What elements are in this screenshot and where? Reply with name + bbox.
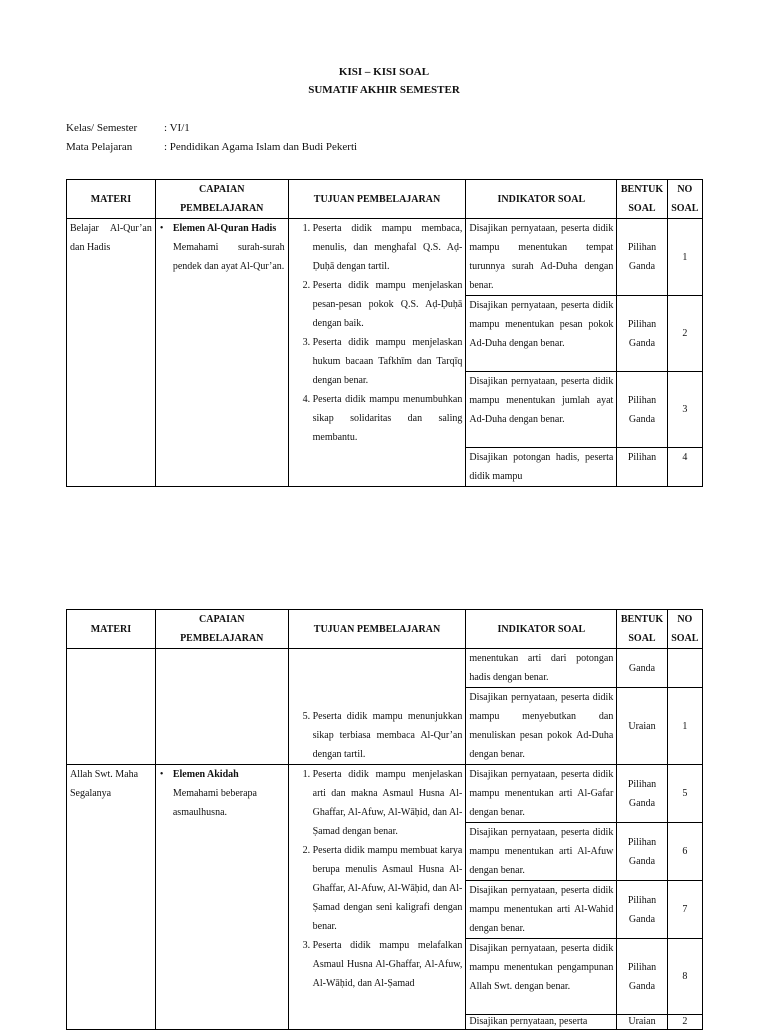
meta-kelas-label: Kelas/ Semester: [66, 122, 138, 134]
indikator-cell: Disajikan pernyataan, peserta didik mampu menentukan tempat turunnya surah Ad-Duha dengan benar.: [466, 219, 617, 296]
capaian-cell: [155, 765, 288, 1030]
indikator-cell: Disajikan pernyataan, peserta didik mampu menentukan arti Al-Gafar dengan benar.: [466, 765, 617, 823]
tujuan-item: 2. Peserta didik mampu menjelaskan pesan-pesan pokok Q.S. Aḍ-Ḍuḥā dengan baik.: [313, 276, 463, 333]
bentuk-cell: Pilihan Ganda: [617, 823, 667, 881]
meta-mapel-value: : Pendidikan Agama Islam dan Budi Pekerti: [164, 141, 358, 153]
tujuan-item: 3. Peserta didik mampu menjelaskan hukum bacaan Tafkhīm dan Tarqīq dengan benar.: [313, 333, 463, 390]
no-cell: 8: [667, 939, 702, 1015]
tujuan-item: 1. Peserta didik mampu membaca, menulis, dan menghafal Q.S. Aḍ-Ḍuḥā dengan tartil.: [313, 219, 463, 276]
no-cell: 1: [667, 219, 702, 296]
capaian-text: Memahami beberapa asmaulhusna.: [172, 788, 257, 818]
no-cell: 4: [667, 448, 702, 487]
capaian-cell: [155, 649, 288, 765]
header-capaian: CAPAIAN PEMBELAJARAN: [155, 180, 288, 219]
materi-cell: Allah Swt. Maha Segalanya: [67, 765, 156, 1030]
no-cell: 2: [667, 296, 702, 372]
bentuk-cell: Uraian: [617, 1015, 667, 1030]
materi-cell: [67, 649, 156, 765]
bentuk-cell: Pilihan Ganda: [617, 372, 667, 448]
tujuan-item: 2. Peserta didik mampu membuat karya berupa menulis Asmaul Husna Al-Ghaffar, Al-Afuw, Al-Wāḥid, dan Al-Ṣamad dengan seni kaligrafi dengan benar.: [313, 841, 463, 936]
indikator-cell: Disajikan pernyataan, peserta didik mampu menentukan jumlah ayat Ad-Duha dengan benar.: [466, 372, 617, 448]
header-indikator: INDIKATOR SOAL: [466, 610, 617, 649]
document-subtitle: SUMATIF AKHIR SEMESTER: [308, 84, 460, 96]
indikator-cell: Disajikan pernyataan, peserta didik mampu menentukan arti Al-Wahid dengan benar.: [466, 881, 617, 939]
kisi-table-2: [66, 609, 703, 1030]
tujuan-cell: [288, 649, 466, 765]
header-no: NO SOAL: [667, 180, 702, 219]
indikator-cell: Disajikan pernyataan, peserta: [466, 1015, 617, 1030]
header-bentuk: BENTUK SOAL: [617, 180, 667, 219]
header-bentuk: BENTUK SOAL: [617, 610, 667, 649]
meta-mapel-label: Mata Pelajaran: [66, 141, 133, 153]
header-no: NO SOAL: [667, 610, 702, 649]
meta-kelas: [66, 122, 190, 134]
no-cell: 5: [667, 765, 702, 823]
no-cell: 7: [667, 881, 702, 939]
bentuk-cell: Pilihan Ganda: [617, 219, 667, 296]
capaian-cell: [155, 219, 288, 487]
no-cell: 1: [667, 688, 702, 765]
tujuan-cell: [288, 765, 466, 1030]
indikator-cell: Disajikan pernyataan, peserta didik mampu menentukan pesan pokok Ad-Duha dengan benar.: [466, 296, 617, 372]
indikator-cell: Disajikan pernyataan, peserta didik mampu menentukan pengampunan Allah Swt. dengan benar.: [466, 939, 617, 1015]
indikator-cell: menentukan arti dari potongan hadis dengan benar.: [466, 649, 617, 688]
tujuan-item: 3. Peserta didik mampu melafalkan Asmaul Husna Al-Ghaffar, Al-Afuw, Al-Wāḥid, dan Al-Ṣamad: [313, 936, 463, 993]
header-capaian: CAPAIAN PEMBELAJARAN: [155, 610, 288, 649]
meta-mapel: [66, 141, 357, 153]
document-title: KISI – KISI SOAL: [338, 66, 430, 78]
bentuk-cell: Uraian: [617, 688, 667, 765]
no-cell: [667, 649, 702, 688]
indikator-cell: Disajikan pernyataan, peserta didik mampu menentukan arti Al-Afuw dengan benar.: [466, 823, 617, 881]
materi-cell: Belajar Al-Qur’an dan Hadis: [67, 219, 156, 487]
indikator-cell: Disajikan potongan hadis, peserta didik mampu: [466, 448, 617, 487]
bentuk-cell: Pilihan Ganda: [617, 765, 667, 823]
tujuan-item: 5. Peserta didik mampu menunjukkan sikap terbiasa membaca Al-Qur’an dengan tartil.: [313, 707, 463, 764]
bentuk-cell: Pilihan Ganda: [617, 939, 667, 1015]
bentuk-cell: Ganda: [617, 649, 667, 688]
bentuk-cell: Pilihan: [617, 448, 667, 487]
tujuan-item: 1. Peserta didik mampu menjelaskan arti dan makna Asmaul Husna Al-Ghaffar, Al-Afuw, Al-Wāḥid, dan Al-Ṣamad dengan benar.: [313, 765, 463, 841]
indikator-cell: Disajikan pernyataan, peserta didik mampu menyebutkan dan menuliskan pesan pokok Ad-Duha dengan benar.: [466, 688, 617, 765]
capaian-title: Elemen Akidah: [172, 769, 239, 780]
meta-kelas-value: : VI/1: [164, 122, 190, 134]
capaian-text: Memahami surah-surah pendek dan ayat Al-Qur’an.: [172, 242, 285, 272]
kisi-table-1: [66, 179, 703, 487]
tujuan-item: 4. Peserta didik mampu menumbuhkan sikap solidaritas dan saling membantu.: [313, 390, 463, 447]
no-cell: 3: [667, 372, 702, 448]
no-cell: 2: [667, 1015, 702, 1030]
bentuk-cell: Pilihan Ganda: [617, 881, 667, 939]
tujuan-cell: [288, 219, 466, 487]
header-tujuan: TUJUAN PEMBELAJARAN: [288, 180, 466, 219]
capaian-title: Elemen Al-Quran Hadis: [172, 223, 277, 234]
bentuk-cell: Pilihan Ganda: [617, 296, 667, 372]
header-materi: MATERI: [67, 610, 156, 649]
header-materi: MATERI: [67, 180, 156, 219]
header-tujuan: TUJUAN PEMBELAJARAN: [288, 610, 466, 649]
no-cell: 6: [667, 823, 702, 881]
header-indikator: INDIKATOR SOAL: [466, 180, 617, 219]
